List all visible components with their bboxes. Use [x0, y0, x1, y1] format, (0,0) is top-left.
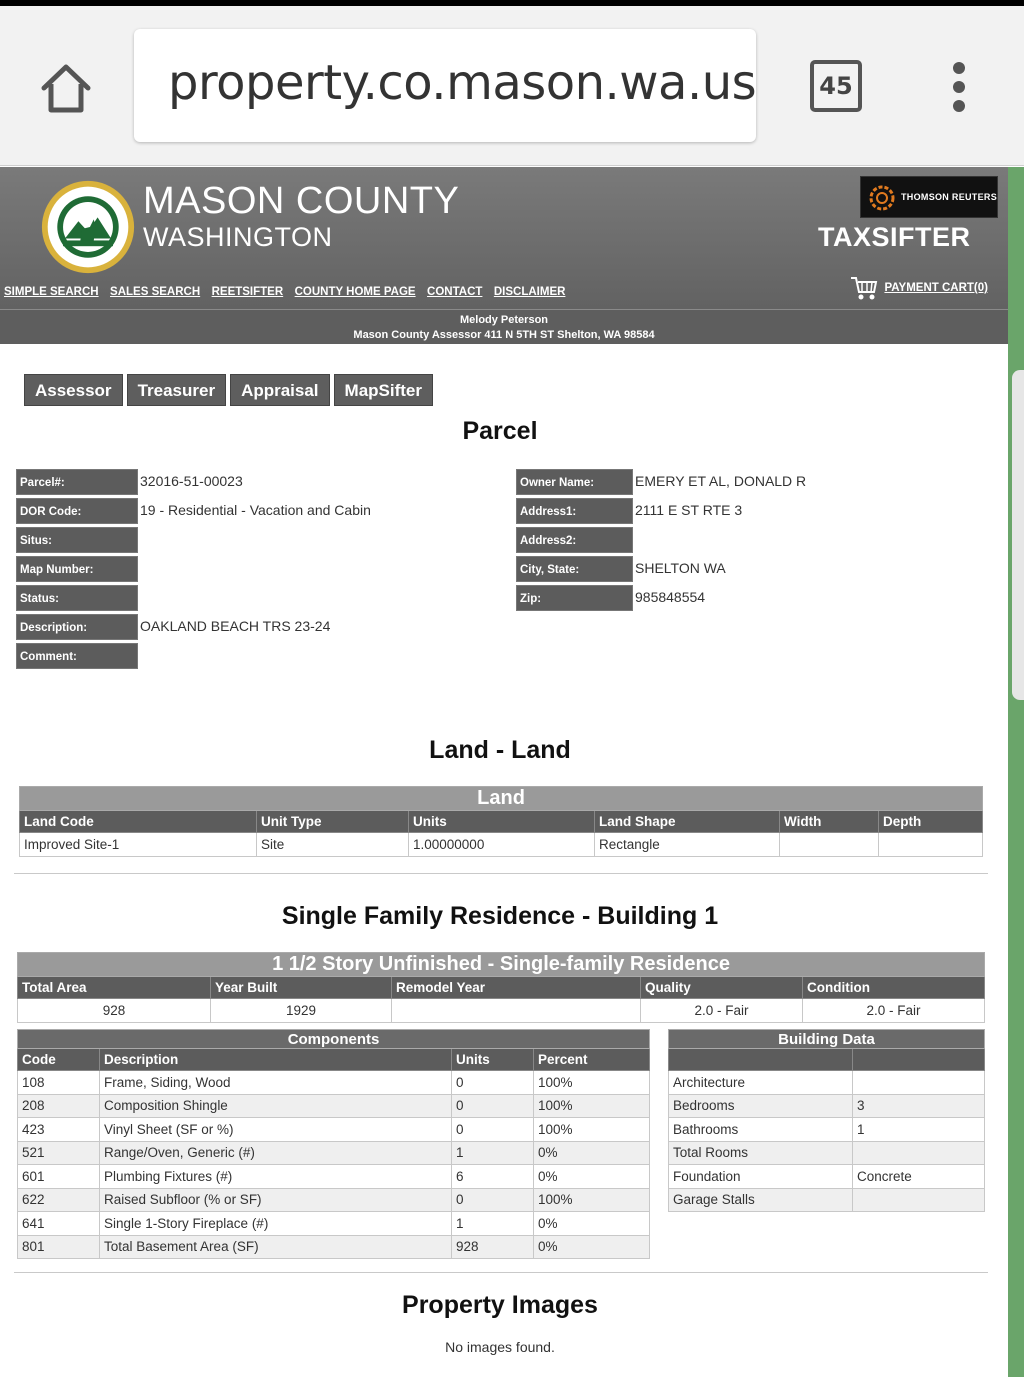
table-row	[669, 1071, 985, 1095]
attribute-cell: Bedrooms	[669, 1094, 853, 1118]
remodel-year-cell	[392, 999, 641, 1023]
units-cell: 0	[452, 1071, 534, 1095]
column-header: Land Code	[20, 811, 257, 833]
parcel-heading: Parcel	[462, 417, 538, 445]
product-name: TAXSIFTER	[818, 222, 971, 252]
table-row	[669, 1165, 985, 1189]
units-cell: 1	[452, 1212, 534, 1236]
percent-cell: 0%	[534, 1235, 650, 1259]
column-header: Percent	[534, 1049, 650, 1071]
units-cell: 1.00000000	[409, 833, 595, 857]
description-cell: Frame, Siding, Wood	[100, 1071, 452, 1095]
land-table	[19, 786, 983, 857]
column-header	[853, 1049, 985, 1071]
nav-reetsifter[interactable]: REETSIFTER	[211, 286, 284, 298]
description-cell: Range/Oven, Generic (#)	[100, 1141, 452, 1165]
land-heading: Land - Land	[429, 736, 571, 764]
owner-name-label: Owner Name:	[516, 469, 633, 495]
description-cell: Raised Subfloor (% or SF)	[100, 1188, 452, 1212]
depth-cell	[879, 833, 983, 857]
percent-cell: 0%	[534, 1141, 650, 1165]
value-cell: 1	[853, 1118, 985, 1142]
divider	[14, 1272, 988, 1273]
description-label: Description:	[16, 614, 138, 640]
browser-toolbar	[0, 6, 1024, 166]
code-cell: 208	[18, 1094, 100, 1118]
components-caption: Components	[18, 1030, 650, 1049]
land-code-cell: Improved Site-1	[20, 833, 257, 857]
column-header: Quality	[641, 977, 803, 999]
unit-type-cell: Site	[257, 833, 409, 857]
tab-switcher-button[interactable]: 45	[810, 60, 862, 112]
land-shape-cell: Rectangle	[595, 833, 780, 857]
units-cell: 0	[452, 1118, 534, 1142]
address1-value: 2111 E ST RTE 3	[635, 502, 743, 518]
dor-code-label: DOR Code:	[16, 498, 138, 524]
column-header: Total Area	[18, 977, 211, 999]
table-row	[18, 1118, 650, 1142]
value-cell	[853, 1141, 985, 1165]
value-cell: 3	[853, 1094, 985, 1118]
table-row	[18, 1235, 650, 1259]
percent-cell: 0%	[534, 1212, 650, 1236]
tab-appraisal[interactable]: Appraisal	[230, 374, 329, 406]
column-header: Units	[409, 811, 595, 833]
column-header: Depth	[879, 811, 983, 833]
units-cell: 1	[452, 1141, 534, 1165]
building-data-table	[668, 1029, 985, 1212]
column-header: Land Shape	[595, 811, 780, 833]
code-cell: 521	[18, 1141, 100, 1165]
building-heading: Single Family Residence - Building 1	[281, 902, 719, 930]
table-row	[18, 1165, 650, 1189]
code-cell: 601	[18, 1165, 100, 1189]
address2-label: Address2:	[516, 527, 633, 553]
description-cell: Plumbing Fixtures (#)	[100, 1165, 452, 1189]
site-header	[0, 167, 1008, 344]
table-row	[18, 1141, 650, 1165]
assessor-address: Mason County Assessor 411 N 5TH ST Shelton, WA 98584	[353, 329, 655, 341]
module-tabs	[24, 374, 437, 406]
payment-cart-link[interactable]: PAYMENT CART(0)	[884, 282, 988, 294]
value-cell	[853, 1188, 985, 1212]
percent-cell: 100%	[534, 1188, 650, 1212]
percent-cell: 100%	[534, 1071, 650, 1095]
zip-label: Zip:	[516, 585, 633, 611]
divider	[14, 873, 988, 874]
quality-cell: 2.0 - Fair	[641, 999, 803, 1023]
description-cell: Vinyl Sheet (SF or %)	[100, 1118, 452, 1142]
attribute-cell: Architecture	[669, 1071, 853, 1095]
table-row	[18, 1188, 650, 1212]
total-area-cell: 928	[18, 999, 211, 1023]
county-title: MASON COUNTY	[143, 180, 460, 222]
column-header: Remodel Year	[392, 977, 641, 999]
code-cell: 423	[18, 1118, 100, 1142]
building-caption: 1 1/2 Story Unfinished - Single-family Residence	[18, 953, 985, 977]
payment-cart[interactable]	[850, 275, 988, 301]
city-state-value: SHELTON WA	[635, 560, 726, 576]
code-cell: 108	[18, 1071, 100, 1095]
shopping-cart-icon	[850, 275, 878, 301]
map-number-label: Map Number:	[16, 556, 138, 582]
no-images-message: No images found.	[445, 1339, 555, 1355]
column-header: Code	[18, 1049, 100, 1071]
thomson-reuters-logo	[860, 176, 998, 218]
column-header: Description	[100, 1049, 452, 1071]
percent-cell: 100%	[534, 1118, 650, 1142]
description-cell: Single 1-Story Fireplace (#)	[100, 1212, 452, 1236]
column-header: Width	[780, 811, 879, 833]
code-cell: 801	[18, 1235, 100, 1259]
nav-contact[interactable]: CONTACT	[427, 286, 483, 298]
column-header: Units	[452, 1049, 534, 1071]
parcel-number-value: 32016-51-00023	[140, 473, 243, 489]
units-cell: 928	[452, 1235, 534, 1259]
owner-name-value: EMERY ET AL, DONALD R	[635, 473, 807, 489]
url-text[interactable]: property.co.mason.wa.us	[168, 55, 757, 111]
nav-county-home-page[interactable]: COUNTY HOME PAGE	[294, 286, 416, 298]
scrollbar-thumb[interactable]	[1012, 370, 1024, 700]
zip-value: 985848554	[635, 589, 706, 605]
table-row	[669, 1094, 985, 1118]
address1-label: Address1:	[516, 498, 633, 524]
column-header: Unit Type	[257, 811, 409, 833]
components-table	[17, 1029, 650, 1259]
column-header	[669, 1049, 853, 1071]
comment-label: Comment:	[16, 643, 138, 669]
column-header: Condition	[803, 977, 985, 999]
nav-sales-search[interactable]: SALES SEARCH	[110, 286, 201, 298]
tab-mapsifter[interactable]: MapSifter	[334, 374, 433, 406]
attribute-cell: Garage Stalls	[669, 1188, 853, 1212]
attribute-cell: Foundation	[669, 1165, 853, 1189]
menu-kebab-icon[interactable]	[944, 62, 974, 118]
description-value: OAKLAND BEACH TRS 23-24	[140, 618, 331, 634]
parcel-number-label: Parcel#:	[16, 469, 138, 495]
units-cell: 0	[452, 1188, 534, 1212]
table-row	[669, 1141, 985, 1165]
table-row	[18, 1212, 650, 1236]
city-state-label: City, State:	[516, 556, 633, 582]
site-nav	[4, 282, 572, 300]
nav-simple-search[interactable]: SIMPLE SEARCH	[4, 286, 99, 298]
table-row	[18, 1094, 650, 1118]
building-summary-table	[17, 952, 985, 1023]
property-images-heading: Property Images	[402, 1291, 598, 1319]
county-subtitle: WASHINGTON	[143, 222, 333, 252]
percent-cell: 100%	[534, 1094, 650, 1118]
value-cell	[853, 1071, 985, 1095]
table-row	[18, 1071, 650, 1095]
tab-treasurer[interactable]: Treasurer	[127, 374, 227, 406]
attribute-cell: Bathrooms	[669, 1118, 853, 1142]
percent-cell: 0%	[534, 1165, 650, 1189]
county-seal-logo	[40, 179, 136, 275]
width-cell	[780, 833, 879, 857]
attribute-cell: Total Rooms	[669, 1141, 853, 1165]
dor-code-value: 19 - Residential - Vacation and Cabin	[140, 502, 371, 518]
nav-disclaimer[interactable]: DISCLAIMER	[493, 286, 566, 298]
table-row	[18, 999, 985, 1023]
assessor-info	[0, 309, 1008, 344]
table-row	[20, 833, 983, 857]
partner-name: THOMSON REUTERS	[901, 192, 998, 202]
land-table-caption: Land	[20, 787, 983, 811]
description-cell: Total Basement Area (SF)	[100, 1235, 452, 1259]
home-icon[interactable]	[36, 58, 96, 118]
description-cell: Composition Shingle	[100, 1094, 452, 1118]
table-row	[669, 1188, 985, 1212]
column-header: Year Built	[211, 977, 392, 999]
situs-label: Situs:	[16, 527, 138, 553]
value-cell: Concrete	[853, 1165, 985, 1189]
code-cell: 622	[18, 1188, 100, 1212]
year-built-cell: 1929	[211, 999, 392, 1023]
thomson-reuters-icon	[869, 185, 895, 211]
status-label: Status:	[16, 585, 138, 611]
units-cell: 6	[452, 1165, 534, 1189]
address-bar[interactable]	[134, 29, 756, 142]
condition-cell: 2.0 - Fair	[803, 999, 985, 1023]
assessor-name: Melody Peterson	[459, 314, 549, 326]
building-data-caption: Building Data	[669, 1030, 985, 1049]
code-cell: 641	[18, 1212, 100, 1236]
table-row	[669, 1118, 985, 1142]
page-edge	[1008, 167, 1024, 1377]
tab-assessor[interactable]: Assessor	[24, 374, 123, 406]
units-cell: 0	[452, 1094, 534, 1118]
